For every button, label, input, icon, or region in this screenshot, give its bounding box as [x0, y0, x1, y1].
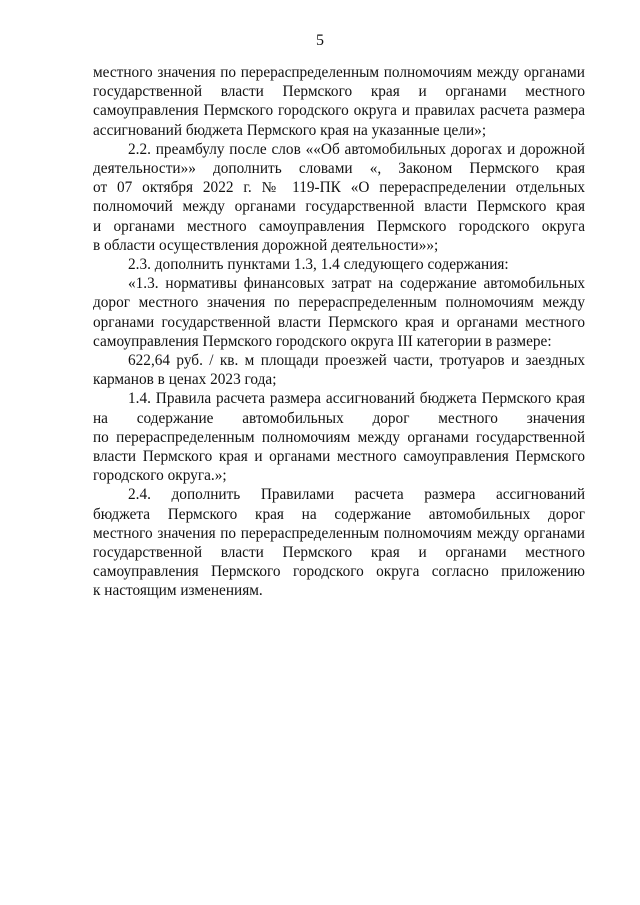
paragraph-line: на содержание автомобильных дорог местного значения — [93, 409, 585, 427]
paragraph-p5 — [93, 351, 585, 389]
paragraph-line: от 07 октября 2022 г. № 119-ПК «О перераспределении отдельных — [93, 179, 585, 197]
paragraph-line: карманов в ценах 2023 года; — [93, 371, 277, 389]
paragraph-p2 — [93, 140, 585, 255]
paragraph-line: местного значения по перераспределенным полномочиям между органами — [93, 64, 585, 81]
paragraph-line: государственной власти Пермского края и органами местного — [93, 544, 585, 562]
paragraph-line: 622,64 руб. / кв. м площади проезжей части, тротуаров и заездных — [128, 352, 585, 370]
document-body — [93, 63, 585, 601]
paragraph-p4 — [93, 274, 585, 351]
paragraph-line: к настоящим изменениям. — [93, 582, 263, 600]
paragraph-p7 — [93, 485, 585, 600]
paragraph-line: «1.3. нормативы финансовых затрат на содержание автомобильных — [128, 275, 585, 293]
paragraph-line: государственной власти Пермского края и органами местного — [93, 83, 585, 101]
paragraph-line: 2.4. дополнить Правилами расчета размера ассигнований — [128, 486, 585, 504]
paragraph-line: деятельности»» дополнить словами «, Законом Пермского края — [93, 160, 585, 178]
paragraph-line: ассигнований бюджета Пермского края на указанные цели»; — [93, 121, 487, 139]
paragraph-line: 1.4. Правила расчета размера ассигнований бюджета Пермского края — [128, 390, 585, 408]
paragraph-line: и органами местного самоуправления Пермского городского округа — [93, 217, 585, 235]
page-number: 5 — [316, 32, 324, 49]
paragraph-line: власти Пермского края и органами местного самоуправления Пермского — [93, 448, 585, 466]
paragraph-p1 — [93, 63, 585, 140]
paragraph-p6 — [93, 389, 585, 485]
paragraph-line: городского округа.»; — [93, 467, 227, 485]
paragraph-line: самоуправления Пермского городского округа III категории в размере: — [93, 332, 552, 350]
paragraph-p3 — [93, 255, 585, 274]
paragraph-line: органами государственной власти Пермского края и органами местного — [93, 313, 585, 331]
paragraph-line: по перераспределенным полномочиям между органами государственной — [93, 428, 585, 446]
paragraph-line: бюджета Пермского края на содержание автомобильных дорог — [93, 505, 585, 523]
paragraph-line: местного значения по перераспределенным полномочиям между органами — [93, 524, 585, 542]
paragraph-line: дорог местного значения по перераспределенным полномочиям между — [93, 294, 585, 312]
paragraph-line: 2.2. преамбулу после слов ««Об автомобильных дорогах и дорожной — [128, 140, 585, 158]
paragraph-line: самоуправления Пермского городского округа и правилах расчета размера — [93, 102, 585, 120]
paragraph-line: 2.3. дополнить пунктами 1.3, 1.4 следующего содержания: — [128, 256, 509, 274]
paragraph-line: самоуправления Пермского городского округа согласно приложению — [93, 563, 585, 581]
paragraph-line: полномочий между органами государственной власти Пермского края — [93, 198, 585, 216]
paragraph-line: в области осуществления дорожной деятельности»»; — [93, 236, 439, 254]
